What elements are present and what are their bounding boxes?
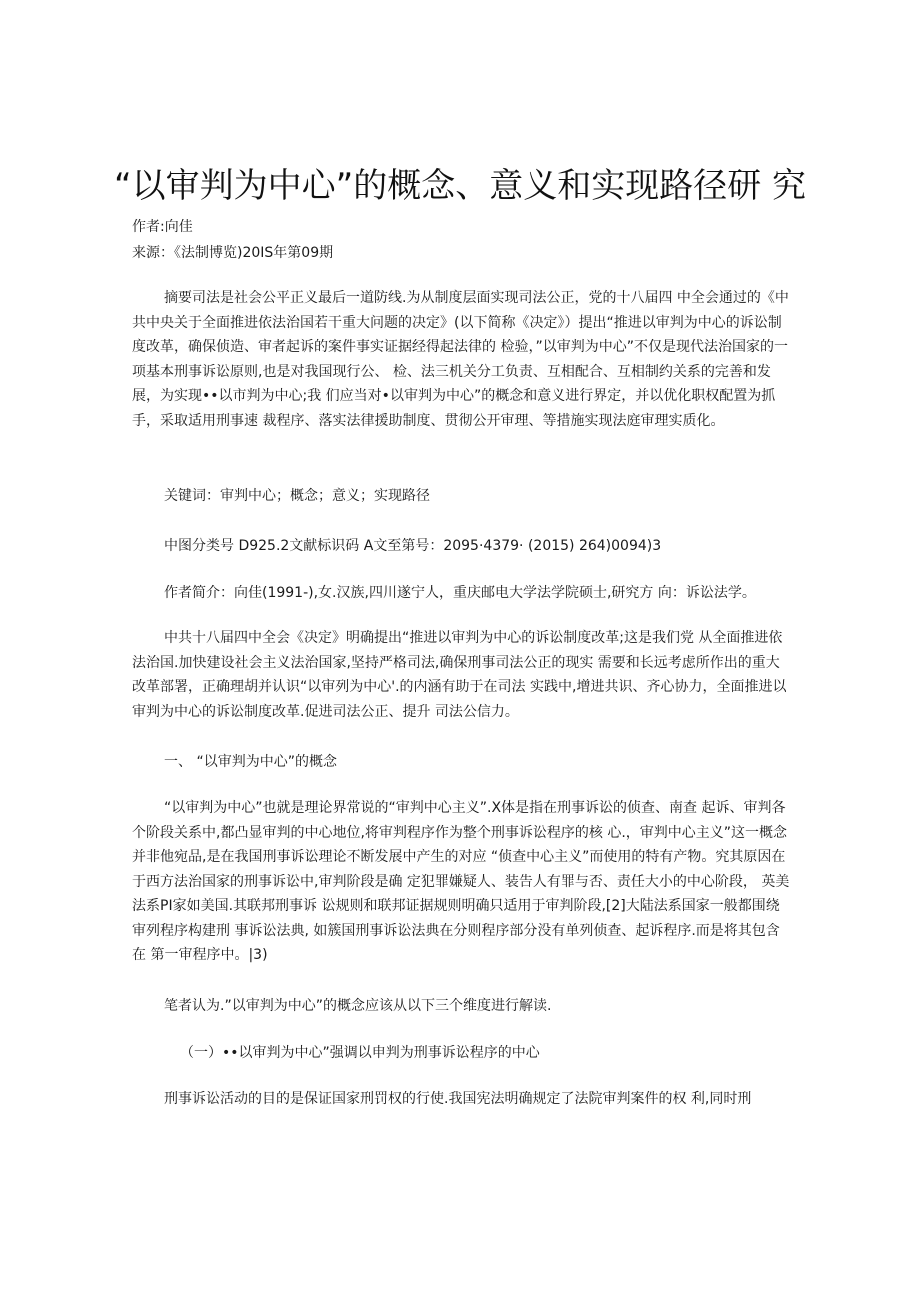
article-title: “以审判为中心”的概念、意义和实现路径研 究 xyxy=(113,166,807,206)
keywords-line: 关键词：审判中心；概念；意义；实现路径 xyxy=(164,488,430,504)
body-paragraph-3: 笔者认为.”以审判为中心”的概念应该从以下三个维度进行解读. xyxy=(164,998,552,1014)
body-paragraph-2: “以审判为中心”也就是理论界常说的“审判中心主义”.X体是指在刑事诉讼的侦查、南查 起诉、审判各个阶段关系中,都凸显审判的中心地位,将审判程序作为整个刑事诉讼程序的核 心.，审判中心主义”这一概念并非他宛品,是在我国刑事诉讼理论不断发展中产生的对应 “侦查中心主义”而使用的特有产物。究其原因在于西方法治国家的刑事诉讼中,审判阶段是确 定犯罪嫌疑人、装告人有罪与否、责任大小的中心阶段， 英美法系PI家如美国.其联邦刑事诉 讼规则和联邦证据规则明确只适用于审判阶段,[2]大陆法系国家一般都围绕审列程序构建刑 事诉讼法典, 如簇国刑事诉讼法典在分则程序部分没有单列侦查、起诉程序.而是将其包含在 第一审程序中。|3) xyxy=(132,800,790,963)
section-heading-2: （一）••以审判为中心”强调以申判为刑事诉讼程序的中心 xyxy=(180,1045,540,1061)
section-heading-1: 一、 “以审判为中心”的概念 xyxy=(164,754,337,770)
body-paragraph-4: 刑事诉讼活动的目的是保证国家刑罚权的行使.我国宪法明确规定了法院审判案件的权 利,同时刑 xyxy=(164,1091,752,1107)
author-line: 作者:向佳 xyxy=(132,219,193,235)
body-paragraph-1: 中共十八届四中全会《决定》明确提出“推进以审判为中心的诉讼制度改革;这是我们党 从全面推进依法治国.加快建设社会主义法治国家,坚持严格司法,确保刑事司法公正的现实 需要和长远考虑所作出的重大改革部署，正确理胡并认识“以审列为中心'.的内涵有助于在司法 实践中,增进共识、齐心协力，全面推进以审判为中心的诉讼制度改革.促进司法公正、提升 司法公信力。 xyxy=(132,630,787,720)
author-bio-line: 作者简介：向佳(1991-),女.汉族,四川遂宁人，重庆邮电大学法学院硕士,研究方 向：诉讼法学。 xyxy=(164,585,756,601)
source-line: 来源：《法制博览)20IS年第09期 xyxy=(132,245,334,261)
classification-line: 中图分类号 D925.2文献标识码 A文至第号：2095·4379· (2015) 264)0094)3 xyxy=(164,538,662,554)
abstract-paragraph: 摘要司法是社会公平正义最后一道防线.为从制度层面实现司法公正，党的十八届四 中全会通过的《中共中央关于全面推进依法治国若干重大问题的决定》(以下简称《决定》）提出“推进以审判为中心的诉讼制度改革，确保侦造、审者起诉的案件事实证据经得起法律的 检验，”以审判为中心”不仅是现代法治国家的一项基本刑事诉讼原则,也是对我国现行公、 检、法三机关分工负责、互相配合、互相制约关系的完善和发展，为实现••以市判为中心;我 们应当对•以审判为中心”的概念和意义进行界定，并以优化职权配置为抓手，采取适用刑事速 裁程序、落实法律援助制度、贯彻公开审理、等措施实现法庭审理实质化。 xyxy=(132,290,789,429)
